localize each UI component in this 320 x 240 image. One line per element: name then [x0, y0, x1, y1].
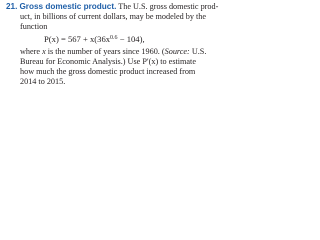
formula-exponent: 0.6: [110, 35, 118, 41]
exercise-21: [6, 2, 268, 87]
exercise-text-line-2: uct, in billions of current dollars, may be modeled by the: [20, 12, 206, 21]
exercise-heading: Gross domestic product.: [19, 2, 117, 11]
text-us: U.S.: [189, 47, 207, 56]
source-label: Source:: [164, 47, 190, 56]
exercise-line-1: [6, 2, 268, 12]
text-years-since: is the number of years since 1960. (: [45, 47, 165, 56]
exercise-number: 21.: [6, 2, 18, 11]
exercise-text-line-1: The U.S. gross domestic prod-: [116, 2, 219, 11]
formula-rhs-start: = 567 + x(36x: [58, 34, 111, 44]
exercise-text-line-6: Bureau for Economic Analysis.) Use P′(x) to estimate: [20, 57, 196, 66]
variable-x: x: [42, 47, 46, 56]
exercise-text-line-3: function: [20, 22, 48, 31]
text-where: where: [20, 47, 43, 56]
formula-lhs: P(x): [44, 34, 59, 44]
exercise-text-line-5: [6, 47, 268, 57]
exercise-text-line-7: how much the gross domestic product increased from: [20, 67, 196, 76]
formula: [6, 32, 268, 47]
exercise-text-line-8: 2014 to 2015.: [20, 77, 66, 86]
formula-rhs-end: − 104),: [117, 34, 145, 44]
